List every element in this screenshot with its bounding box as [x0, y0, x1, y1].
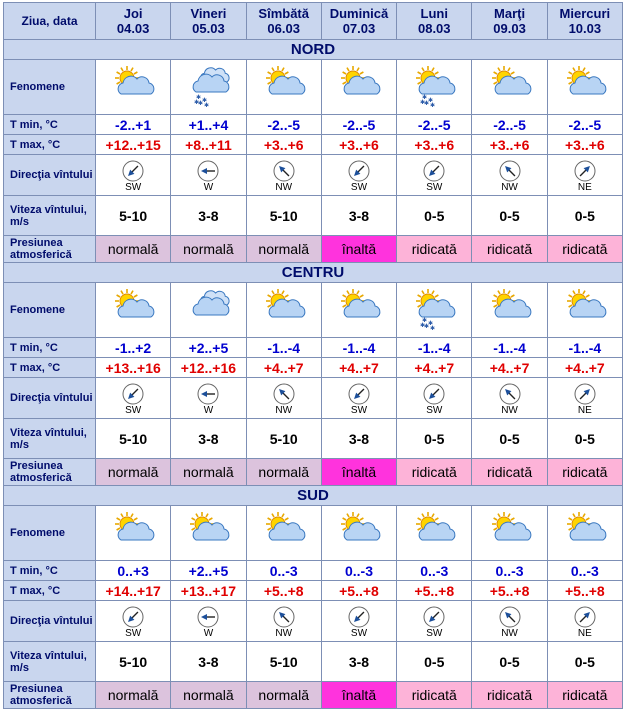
region-row — [4, 486, 623, 506]
sun-cloud-icon — [109, 510, 157, 556]
weather-cell — [397, 506, 472, 561]
wind-direction-label: SW — [426, 181, 443, 193]
tmax-value: +12..+16 — [171, 358, 246, 378]
weather-cell — [171, 506, 246, 561]
weather-cell — [547, 506, 622, 561]
wind-direction-icon — [273, 383, 295, 405]
sun-cloud-icon — [260, 510, 308, 556]
day-header — [397, 3, 472, 40]
tmax-value: +4..+7 — [397, 358, 472, 378]
row-label-wind-direction: Direcţia vîntului — [4, 378, 96, 419]
phenomena-row — [4, 60, 623, 115]
row-label-wind-direction: Direcţia vîntului — [4, 155, 96, 196]
row-label-pressure: Presiunea atmosferică — [4, 459, 96, 486]
svg-text:✱: ✱ — [424, 323, 430, 330]
wind-direction-cell — [246, 378, 321, 419]
tmin-value: 0..+3 — [96, 561, 171, 581]
header-row — [4, 3, 623, 40]
tmin-row — [4, 115, 623, 135]
tmax-value: +14..+17 — [96, 581, 171, 601]
day-name: Sîmbătă — [258, 6, 309, 21]
wind-direction-label: NW — [501, 404, 518, 416]
wind-direction-cell — [171, 378, 246, 419]
wind-direction-cell — [397, 601, 472, 642]
pressure-row — [4, 236, 623, 263]
wind-speed-value: 0-5 — [547, 642, 622, 682]
wind-direction-row — [4, 601, 623, 642]
day-name: Vineri — [190, 6, 227, 21]
day-header — [96, 3, 171, 40]
tmin-value: -1..-4 — [246, 338, 321, 358]
wind-direction-icon — [122, 606, 144, 628]
day-date: 04.03 — [116, 21, 150, 36]
sun-cloud-icon — [335, 64, 383, 110]
tmin-value: -1..-4 — [472, 338, 547, 358]
sun-cloud-icon — [109, 64, 157, 110]
wind-speed-value: 3-8 — [321, 419, 396, 459]
wind-speed-value: 0-5 — [547, 196, 622, 236]
wind-direction-label: NE — [577, 181, 592, 193]
pressure-value: ridicată — [547, 682, 622, 709]
wind-direction-label: W — [203, 627, 214, 639]
wind-direction-cell — [547, 155, 622, 196]
wind-direction-icon — [499, 606, 521, 628]
weather-cell — [246, 283, 321, 338]
day-header — [321, 3, 396, 40]
wind-direction-label: SW — [350, 181, 368, 193]
day-header — [547, 3, 622, 40]
wind-direction-row — [4, 378, 623, 419]
weather-cell — [472, 60, 547, 115]
tmin-value: -2..-5 — [472, 115, 547, 135]
wind-direction-cell — [321, 601, 396, 642]
tmax-row — [4, 581, 623, 601]
day-name: Miercuri — [559, 6, 611, 21]
tmin-value: 0..-3 — [397, 561, 472, 581]
tmax-value: +4..+7 — [547, 358, 622, 378]
wind-speed-value: 5-10 — [96, 642, 171, 682]
weather-cell — [171, 283, 246, 338]
wind-direction-cell — [547, 378, 622, 419]
wind-direction-row — [4, 155, 623, 196]
sun-cloud-icon — [561, 510, 609, 556]
wind-speed-value: 0-5 — [397, 419, 472, 459]
pressure-value: înaltă — [321, 682, 396, 709]
sun-cloud-snow-icon — [410, 287, 458, 333]
wind-direction-icon — [574, 383, 596, 405]
day-name: Marţi — [494, 6, 526, 21]
tmax-value: +12..+15 — [96, 135, 171, 155]
svg-text:✱: ✱ — [430, 325, 436, 332]
pressure-value: ridicată — [397, 682, 472, 709]
wind-direction-icon — [122, 160, 144, 182]
wind-direction-icon — [273, 160, 295, 182]
wind-direction-icon — [499, 160, 521, 182]
tmax-row — [4, 358, 623, 378]
tmin-value: +2..+5 — [171, 338, 246, 358]
tmin-row — [4, 561, 623, 581]
wind-speed-row — [4, 419, 623, 459]
tmax-value: +8..+11 — [171, 135, 246, 155]
svg-text:✱: ✱ — [198, 100, 204, 107]
pressure-value: ridicată — [472, 682, 547, 709]
wind-direction-label: W — [203, 181, 214, 193]
wind-direction-icon — [197, 606, 219, 628]
header-label: Ziua, data — [4, 3, 96, 40]
wind-speed-row — [4, 196, 623, 236]
wind-direction-label: NE — [577, 627, 592, 639]
wind-direction-label: SW — [125, 181, 142, 193]
svg-text:✱: ✱ — [422, 317, 428, 324]
tmax-value: +5..+8 — [547, 581, 622, 601]
svg-text:✱: ✱ — [196, 94, 202, 101]
tmax-value: +5..+8 — [246, 581, 321, 601]
sun-cloud-icon — [486, 510, 534, 556]
row-label-pressure: Presiunea atmosferică — [4, 682, 96, 709]
tmax-value: +4..+7 — [321, 358, 396, 378]
tmax-value: +3..+6 — [321, 135, 396, 155]
day-name: Joi — [123, 6, 143, 21]
sun-cloud-icon — [486, 287, 534, 333]
wind-direction-label: W — [203, 404, 214, 416]
wind-direction-cell — [321, 378, 396, 419]
tmax-value: +3..+6 — [547, 135, 622, 155]
phenomena-row — [4, 506, 623, 561]
wind-direction-label: SW — [426, 627, 443, 639]
wind-speed-value: 5-10 — [246, 419, 321, 459]
cloud-snow-icon — [184, 64, 232, 110]
wind-direction-cell — [96, 378, 171, 419]
pressure-value: ridicată — [472, 236, 547, 263]
wind-direction-label: NW — [275, 404, 293, 416]
tmin-value: -1..-4 — [547, 338, 622, 358]
sun-cloud-icon — [109, 287, 157, 333]
wind-direction-label: NW — [501, 627, 518, 639]
pressure-value: ridicată — [472, 459, 547, 486]
day-date: 09.03 — [493, 21, 526, 36]
weather-cell — [321, 283, 396, 338]
tmax-value: +4..+7 — [246, 358, 321, 378]
region-title: NORD — [4, 40, 623, 60]
tmin-value: -1..+2 — [96, 338, 171, 358]
row-label-wind-direction: Direcţia vîntului — [4, 601, 96, 642]
wind-speed-value: 3-8 — [321, 196, 396, 236]
wind-direction-label: SW — [125, 627, 142, 639]
pressure-value: normală — [96, 682, 171, 709]
tmin-value: -2..-5 — [321, 115, 396, 135]
wind-direction-cell — [397, 378, 472, 419]
wind-direction-cell — [171, 155, 246, 196]
row-label-phenomena: Fenomene — [4, 60, 96, 115]
wind-speed-row — [4, 642, 623, 682]
row-label-tmax: T max, °C — [4, 358, 96, 378]
pressure-value: înaltă — [321, 236, 396, 263]
wind-speed-value: 0-5 — [547, 419, 622, 459]
day-date: 08.03 — [417, 21, 451, 36]
tmax-row — [4, 135, 623, 155]
day-date: 10.03 — [568, 21, 602, 36]
wind-speed-value: 0-5 — [472, 642, 547, 682]
tmax-value: +3..+6 — [397, 135, 472, 155]
wind-direction-icon — [348, 160, 370, 182]
wind-direction-label: NW — [275, 627, 293, 639]
row-label-phenomena: Fenomene — [4, 506, 96, 561]
wind-direction-label: SW — [350, 627, 368, 639]
tmin-value: -2..-5 — [397, 115, 472, 135]
tmax-value: +3..+6 — [246, 135, 321, 155]
wind-direction-cell — [246, 155, 321, 196]
wind-speed-value: 0-5 — [472, 419, 547, 459]
tmin-value: 0..-3 — [321, 561, 396, 581]
row-label-phenomena: Fenomene — [4, 283, 96, 338]
tmin-value: -1..-4 — [397, 338, 472, 358]
wind-direction-icon — [574, 606, 596, 628]
wind-direction-cell — [96, 155, 171, 196]
wind-direction-label: NW — [275, 181, 293, 193]
region-row — [4, 263, 623, 283]
wind-direction-icon — [273, 606, 295, 628]
tmax-value: +5..+8 — [397, 581, 472, 601]
region-title: CENTRU — [4, 263, 623, 283]
pressure-value: normală — [171, 236, 246, 263]
pressure-value: înaltă — [321, 459, 396, 486]
tmin-value: -2..-5 — [246, 115, 321, 135]
day-header — [171, 3, 246, 40]
wind-direction-icon — [499, 383, 521, 405]
tmin-value: 0..-3 — [246, 561, 321, 581]
tmin-value: -2..+1 — [96, 115, 171, 135]
wind-direction-label: NW — [501, 181, 518, 193]
wind-direction-cell — [472, 378, 547, 419]
wind-direction-cell — [96, 601, 171, 642]
wind-direction-icon — [122, 383, 144, 405]
wind-direction-cell — [246, 601, 321, 642]
phenomena-row — [4, 283, 623, 338]
wind-direction-cell — [171, 601, 246, 642]
weather-cell — [547, 60, 622, 115]
wind-speed-value: 0-5 — [472, 196, 547, 236]
svg-text:✱: ✱ — [428, 320, 434, 327]
weather-cell — [96, 60, 171, 115]
svg-text:✱: ✱ — [420, 322, 426, 329]
pressure-value: normală — [171, 682, 246, 709]
tmax-value: +5..+8 — [472, 581, 547, 601]
wind-direction-icon — [197, 383, 219, 405]
svg-text:✱: ✱ — [428, 97, 434, 104]
wind-direction-icon — [348, 383, 370, 405]
wind-direction-label: SW — [350, 404, 368, 416]
day-date: 06.03 — [267, 21, 300, 36]
row-label-tmax: T max, °C — [4, 135, 96, 155]
day-header — [246, 3, 321, 40]
sun-cloud-icon — [335, 287, 383, 333]
forecast-table — [3, 2, 623, 709]
weather-cell — [472, 506, 547, 561]
weather-cell — [547, 283, 622, 338]
svg-text:✱: ✱ — [194, 99, 200, 106]
tmin-value: +1..+4 — [171, 115, 246, 135]
wind-direction-cell — [547, 601, 622, 642]
tmax-value: +3..+6 — [472, 135, 547, 155]
day-header — [472, 3, 547, 40]
wind-direction-cell — [397, 155, 472, 196]
tmin-value: 0..-3 — [547, 561, 622, 581]
tmin-value: -2..-5 — [547, 115, 622, 135]
sun-cloud-snow-icon — [410, 64, 458, 110]
tmin-row — [4, 338, 623, 358]
pressure-value: normală — [246, 236, 321, 263]
wind-direction-label: SW — [125, 404, 142, 416]
pressure-value: ridicată — [397, 459, 472, 486]
pressure-row — [4, 682, 623, 709]
svg-text:✱: ✱ — [424, 100, 430, 107]
pressure-value: normală — [246, 459, 321, 486]
pressure-value: normală — [246, 682, 321, 709]
sun-cloud-icon — [561, 64, 609, 110]
wind-direction-cell — [472, 155, 547, 196]
wind-speed-value: 5-10 — [246, 196, 321, 236]
pressure-value: normală — [96, 459, 171, 486]
pressure-value: normală — [171, 459, 246, 486]
pressure-row — [4, 459, 623, 486]
sun-cloud-icon — [184, 510, 232, 556]
row-label-wind-speed: Viteza vîntului, m/s — [4, 196, 96, 236]
row-label-tmin: T min, °C — [4, 338, 96, 358]
wind-speed-value: 3-8 — [171, 642, 246, 682]
region-row — [4, 40, 623, 60]
weather-cell — [96, 506, 171, 561]
weather-cell — [246, 506, 321, 561]
tmax-value: +13..+17 — [171, 581, 246, 601]
weather-cell — [171, 60, 246, 115]
weather-cell — [472, 283, 547, 338]
wind-direction-icon — [423, 606, 445, 628]
day-date: 07.03 — [342, 21, 376, 36]
sun-cloud-icon — [260, 64, 308, 110]
wind-speed-value: 5-10 — [96, 196, 171, 236]
tmax-value: +13..+16 — [96, 358, 171, 378]
sun-cloud-icon — [410, 510, 458, 556]
row-label-tmax: T max, °C — [4, 581, 96, 601]
wind-direction-label: NE — [577, 404, 592, 416]
weather-cell — [397, 283, 472, 338]
tmin-value: -1..-4 — [321, 338, 396, 358]
tmax-value: +5..+8 — [321, 581, 396, 601]
svg-text:✱: ✱ — [202, 97, 208, 104]
weather-cell — [246, 60, 321, 115]
wind-speed-value: 0-5 — [397, 642, 472, 682]
wind-speed-value: 0-5 — [397, 196, 472, 236]
wind-speed-value: 5-10 — [246, 642, 321, 682]
wind-speed-value: 3-8 — [171, 196, 246, 236]
svg-text:✱: ✱ — [204, 102, 210, 109]
svg-text:✱: ✱ — [430, 102, 436, 109]
wind-direction-icon — [348, 606, 370, 628]
sun-cloud-icon — [260, 287, 308, 333]
row-label-tmin: T min, °C — [4, 561, 96, 581]
wind-direction-icon — [423, 160, 445, 182]
row-label-tmin: T min, °C — [4, 115, 96, 135]
wind-direction-label: SW — [426, 404, 443, 416]
pressure-value: ridicată — [397, 236, 472, 263]
wind-direction-icon — [574, 160, 596, 182]
wind-speed-value: 3-8 — [321, 642, 396, 682]
wind-direction-icon — [197, 160, 219, 182]
pressure-value: ridicată — [547, 236, 622, 263]
weather-cell — [321, 60, 396, 115]
sun-cloud-icon — [335, 510, 383, 556]
row-label-wind-speed: Viteza vîntului, m/s — [4, 642, 96, 682]
wind-speed-value: 3-8 — [171, 419, 246, 459]
weather-cell — [397, 60, 472, 115]
sun-cloud-icon — [561, 287, 609, 333]
weather-cell — [96, 283, 171, 338]
cloud-icon — [184, 287, 232, 333]
row-label-wind-speed: Viteza vîntului, m/s — [4, 419, 96, 459]
tmax-value: +4..+7 — [472, 358, 547, 378]
region-title: SUD — [4, 486, 623, 506]
day-name: Duminică — [329, 6, 389, 21]
day-name: Luni — [420, 6, 448, 21]
wind-direction-cell — [321, 155, 396, 196]
tmin-value: 0..-3 — [472, 561, 547, 581]
wind-direction-icon — [423, 383, 445, 405]
row-label-pressure: Presiunea atmosferică — [4, 236, 96, 263]
wind-speed-value: 5-10 — [96, 419, 171, 459]
pressure-value: normală — [96, 236, 171, 263]
sun-cloud-icon — [486, 64, 534, 110]
svg-text:✱: ✱ — [420, 99, 426, 106]
day-date: 05.03 — [192, 21, 225, 36]
svg-text:✱: ✱ — [422, 94, 428, 101]
tmin-value: +2..+5 — [171, 561, 246, 581]
wind-direction-cell — [472, 601, 547, 642]
pressure-value: ridicată — [547, 459, 622, 486]
weather-cell — [321, 506, 396, 561]
